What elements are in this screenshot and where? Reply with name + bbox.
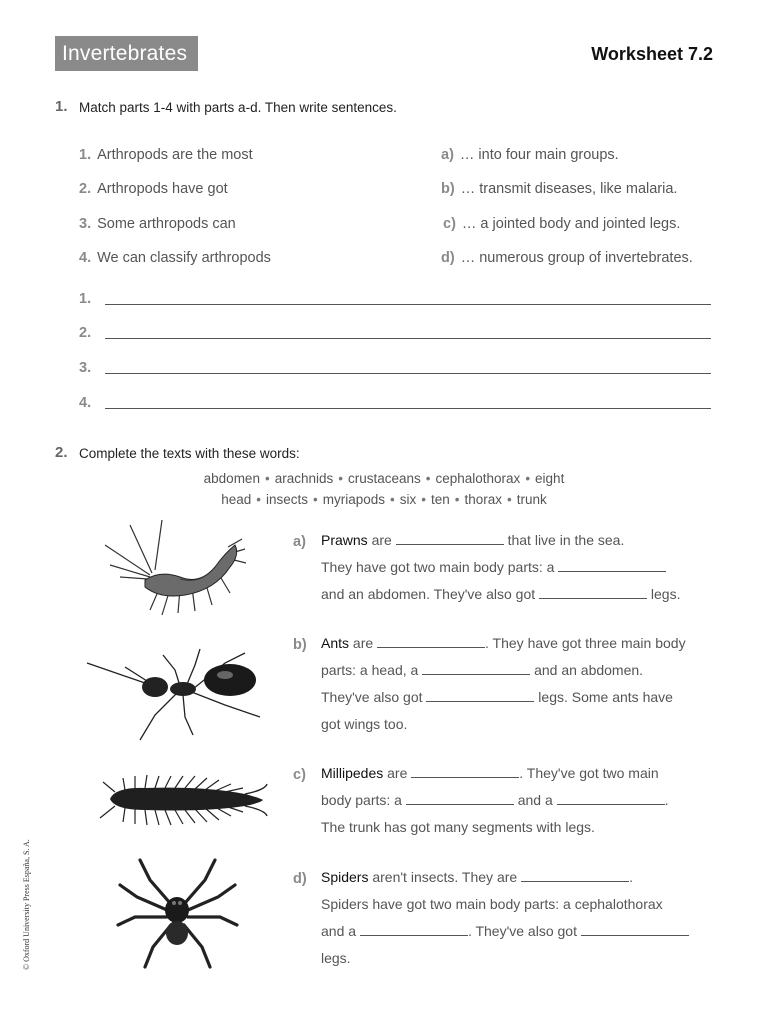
blank-d-2[interactable] [360, 923, 468, 936]
exercise-a-text: Prawns are that live in the sea. They have got two main body parts: a and an abdomen. They've also got legs. [321, 532, 681, 602]
answer-line-4[interactable] [105, 408, 711, 409]
exercise-c-text: Millipedes are . They've got two main body parts: a and a . The trunk has got many segments with legs. [321, 765, 669, 835]
answer-number-1: 1. [79, 291, 92, 307]
answer-number-3: 3. [79, 360, 92, 376]
blank-a-3[interactable] [539, 586, 647, 599]
blank-d-1[interactable] [521, 869, 629, 882]
answer-number-4: 4. [79, 395, 92, 411]
blank-c-2[interactable] [406, 792, 514, 805]
blank-a-1[interactable] [396, 532, 504, 545]
blank-b-2[interactable] [422, 662, 530, 675]
worksheet-title: Invertebrates [55, 36, 198, 71]
millipede-image [95, 770, 270, 832]
answer-number-2: 2. [79, 325, 92, 341]
blank-b-3[interactable] [426, 689, 534, 702]
exercise-d-label: d) [293, 871, 307, 887]
question-1-instruction: Match parts 1-4 with parts a-d. Then write sentences. [79, 100, 397, 115]
copyright-notice: © Oxford University Press España, S. A. [22, 839, 31, 970]
answer-line-2[interactable] [105, 338, 711, 339]
exercise-d-text: Spiders aren't insects. They are . Spiders have got two main body parts: a cephalothorax and a . They've also got legs. [321, 864, 721, 972]
question-2-instruction: Complete the texts with these words: [79, 446, 300, 461]
match-right-b: b) … transmit diseases, like malaria. [441, 181, 678, 197]
exercise-b-label: b) [293, 637, 307, 653]
match-right-c: c) … a jointed body and jointed legs. [443, 216, 681, 232]
question-1-number: 1. [55, 98, 68, 115]
match-right-d: d) … numerous group of invertebrates. [441, 250, 693, 266]
blank-c-3[interactable] [557, 792, 665, 805]
match-right-a: a) … into four main groups. [441, 147, 619, 163]
match-left-3: 3. Some arthropods can [79, 216, 236, 232]
spider-image [115, 855, 240, 970]
blank-a-2[interactable] [558, 559, 666, 572]
blank-d-3[interactable] [581, 923, 689, 936]
worksheet-number: Worksheet 7.2 [591, 44, 713, 64]
blank-c-1[interactable] [411, 765, 519, 778]
word-bank-line-1: abdomen • arachnids • crustaceans • cephalothorax • eight [203, 471, 565, 486]
word-bank-line-2: head • insects • myriapods • six • ten • thorax • trunk [221, 492, 547, 507]
match-left-1: 1. Arthropods are the most [79, 147, 253, 163]
exercise-a-label: a) [293, 534, 306, 550]
match-left-2: 2. Arthropods have got [79, 181, 228, 197]
answer-line-1[interactable] [105, 304, 711, 305]
exercise-b-text: Ants are . They have got three main body parts: a head, a and an abdomen. They've also got legs. Some ants have got wings too. [321, 635, 686, 732]
question-2-number: 2. [55, 444, 68, 461]
blank-b-1[interactable] [377, 635, 485, 648]
prawn-image [100, 515, 250, 627]
exercise-c-label: c) [293, 767, 306, 783]
ant-image [85, 645, 265, 745]
match-left-4: 4. We can classify arthropods [79, 250, 271, 266]
answer-line-3[interactable] [105, 373, 711, 374]
